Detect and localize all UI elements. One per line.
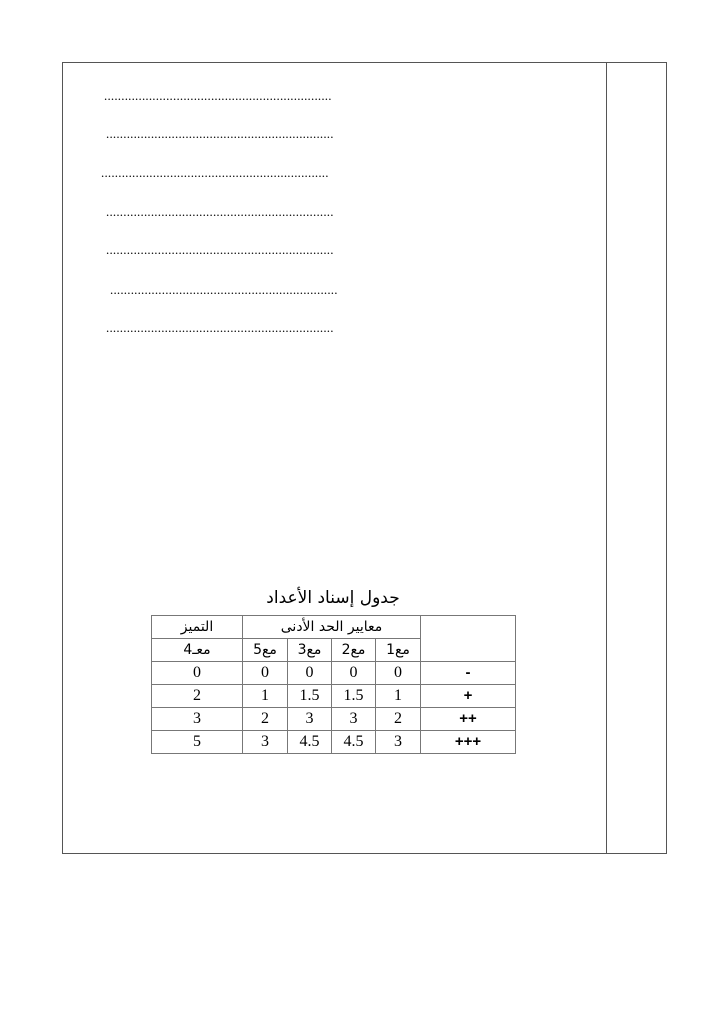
criterion-header: مع5	[243, 639, 288, 662]
table-row	[152, 685, 516, 708]
value-cell: 5	[152, 731, 243, 754]
value-cell: 1	[376, 685, 421, 708]
level-header-cell	[421, 616, 516, 662]
min-criteria-header: معايير الحد الأدنى	[243, 616, 421, 639]
answer-line[interactable]: ..................................................................	[110, 282, 338, 297]
value-cell: 0	[152, 662, 243, 685]
table-header-row	[152, 616, 516, 639]
criterion-header: مع3	[288, 639, 332, 662]
grade-table	[151, 615, 516, 754]
value-cell: 4.5	[332, 731, 376, 754]
criterion-header: مع2	[332, 639, 376, 662]
level-cell: -	[421, 662, 516, 685]
table-row	[152, 708, 516, 731]
excellence-criterion-header: معـ4	[152, 639, 243, 662]
value-cell: 1.5	[332, 685, 376, 708]
table-caption: جدول إسناد الأعداد	[266, 588, 400, 608]
answer-line[interactable]: ..................................................................	[104, 88, 332, 103]
value-cell: 3	[376, 731, 421, 754]
value-cell: 2	[376, 708, 421, 731]
value-cell: 0	[376, 662, 421, 685]
value-cell: 4.5	[288, 731, 332, 754]
value-cell: 2	[243, 708, 288, 731]
value-cell: 1.5	[288, 685, 332, 708]
answer-line[interactable]: ..................................................................	[101, 165, 329, 180]
value-cell: 1	[243, 685, 288, 708]
answer-line[interactable]: ..................................................................	[106, 126, 334, 141]
level-cell: +	[421, 685, 516, 708]
value-cell: 2	[152, 685, 243, 708]
value-cell: 3	[332, 708, 376, 731]
criterion-header: مع1	[376, 639, 421, 662]
value-cell: 0	[243, 662, 288, 685]
value-cell: 0	[332, 662, 376, 685]
table-row	[152, 731, 516, 754]
value-cell: 3	[288, 708, 332, 731]
margin-divider	[606, 62, 607, 854]
level-cell: +++	[421, 731, 516, 754]
answer-line[interactable]: ..................................................................	[106, 204, 334, 219]
answer-line[interactable]: ..................................................................	[106, 320, 334, 335]
value-cell: 3	[152, 708, 243, 731]
answer-line[interactable]: ..................................................................	[106, 242, 334, 257]
value-cell: 3	[243, 731, 288, 754]
level-cell: ++	[421, 708, 516, 731]
excellence-header: التميز	[152, 616, 243, 639]
value-cell: 0	[288, 662, 332, 685]
table-row	[152, 662, 516, 685]
